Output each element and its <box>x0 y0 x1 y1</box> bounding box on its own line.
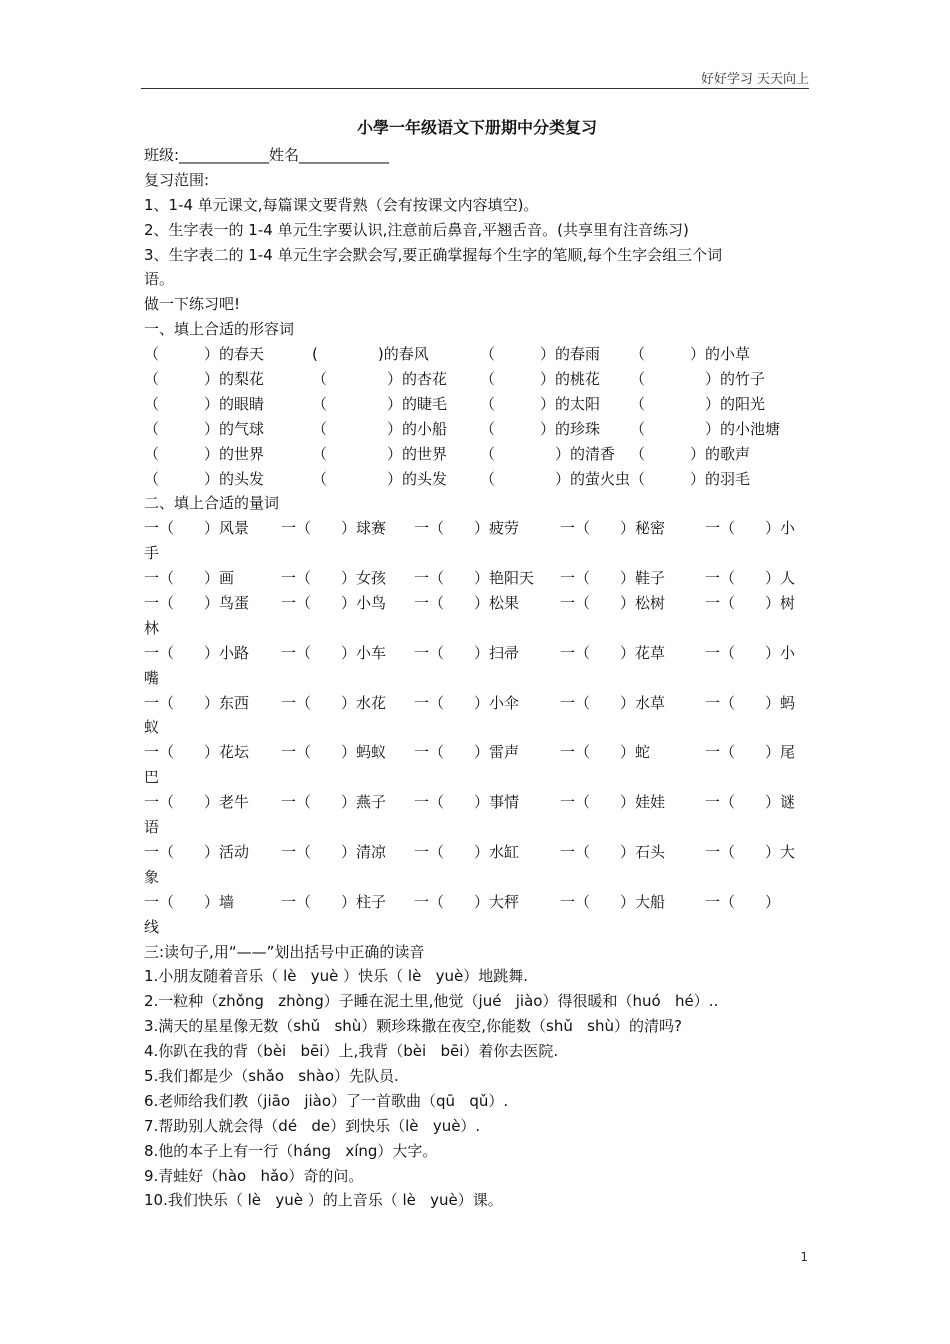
measure-word-blank: 一（ ）清凉 <box>281 842 387 861</box>
measure-word-blank: 一（ ）疲劳 <box>414 519 520 538</box>
measure-word-blank: 一（ ） <box>705 892 781 911</box>
measure-word-blank: 一（ ）艳阳天 <box>414 569 535 588</box>
pronunciation-item: 3.满天的星星像无数（shǔ shù）颗珍珠撒在夜空,你能数（shǔ shù）的清吗? <box>144 1017 682 1036</box>
measure-word-blank: 一（ ）娃娃 <box>560 793 666 812</box>
pronunciation-item: 1.小朋友随着音乐（ lè yuè ）快乐（ lè yuè）地跳舞. <box>144 967 529 986</box>
measure-word-wrap: 线 <box>144 917 160 936</box>
measure-word-wrap: 象 <box>144 867 160 886</box>
adjective-blank: （ ）的桃花 <box>480 370 601 389</box>
header-rule <box>141 88 809 89</box>
measure-word-blank: 一（ ）大秤 <box>414 892 520 911</box>
measure-word-wrap: 手 <box>144 544 160 563</box>
measure-word-row <box>144 566 810 591</box>
measure-word-blank: 一（ ）小 <box>705 519 796 538</box>
measure-word-blank: 一（ ）人 <box>705 569 796 588</box>
adjective-blank: （ ）的春天 <box>144 345 265 364</box>
document-body <box>144 113 810 1213</box>
measure-word-row <box>144 516 810 541</box>
adjective-blank: （ ）的头发 <box>312 469 448 488</box>
measure-word-blank: 一（ ）风景 <box>144 519 250 538</box>
pronunciation-item: 2.一粒种（zhǒng zhòng）子睡在泥土里,他觉（jué jiào）得很暖和（huó hé）.. <box>144 992 719 1011</box>
measure-word-blank: 一（ ）小 <box>705 643 796 662</box>
scope-item: 2、生字表一的 1-4 单元生字要认识,注意前后鼻音,平翘舌音。(共享里有注音练习) <box>144 220 689 239</box>
section2-heading: 二、填上合适的量词 <box>144 494 280 513</box>
section1-heading: 一、填上合适的形容词 <box>144 320 295 339</box>
measure-word-blank: 一（ ）水草 <box>560 693 666 712</box>
scope-item: 语。 <box>144 270 175 289</box>
adjective-blank: （ ）的眼睛 <box>144 394 265 413</box>
adjective-row <box>144 467 810 492</box>
measure-word-blank: 一（ ）尾 <box>705 743 796 762</box>
measure-word-blank: 一（ ）球赛 <box>281 519 387 538</box>
measure-word-wrap: 蚁 <box>144 718 160 737</box>
measure-word-blank: 一（ ）大船 <box>560 892 666 911</box>
pronunciation-list <box>144 964 810 1213</box>
measure-word-blank: 一（ ）鞋子 <box>560 569 666 588</box>
adjective-blank: ( )的春风 <box>312 345 429 364</box>
measure-word-blank: 一（ ）雷声 <box>414 743 520 762</box>
measure-word-blank: 一（ ）蚂蚁 <box>281 743 387 762</box>
measure-word-blank: 一（ ）女孩 <box>281 569 387 588</box>
measure-word-blank: 一（ ）秘密 <box>560 519 666 538</box>
measure-word-blank: 一（ ）小路 <box>144 643 250 662</box>
page-number: 1 <box>800 1250 808 1264</box>
measure-word-blank: 一（ ）鸟蛋 <box>144 594 250 613</box>
pronunciation-item: 5.我们都是少（shǎo shào）先队员. <box>144 1066 399 1085</box>
measure-word-blank: 一（ ）小车 <box>281 643 387 662</box>
measure-word-blank: 一（ ）燕子 <box>281 793 387 812</box>
measure-word-blank: 一（ ）花草 <box>560 643 666 662</box>
measure-word-blank: 一（ ）树 <box>705 594 796 613</box>
document-title: 小學一年级语文下册期中分类复习 <box>356 118 597 137</box>
adjective-row <box>144 442 810 467</box>
measure-word-blank: 一（ ）谜 <box>705 793 796 812</box>
measure-word-row <box>144 591 810 616</box>
adjective-blank: （ ）的羽毛 <box>630 469 751 488</box>
practice-intro: 做一下练习吧! <box>144 295 241 314</box>
measure-word-blank: 一（ ）水花 <box>281 693 387 712</box>
measure-word-wrap: 林 <box>144 618 160 637</box>
measure-word-blank: 一（ ）松树 <box>560 594 666 613</box>
adjective-row <box>144 417 810 442</box>
adjective-blank: （ ）的歌声 <box>630 444 751 463</box>
adjective-blank: （ ）的小船 <box>312 419 448 438</box>
adjective-blank: （ ）的珍珠 <box>480 419 601 438</box>
measure-word-blank: 一（ ）小伞 <box>414 693 520 712</box>
adjective-blank: （ ）的萤火虫 <box>480 469 631 488</box>
scope-item: 1、1-4 单元课文,每篇课文要背熟（会有按课文内容填空)。 <box>144 195 539 214</box>
adjective-row <box>144 367 810 392</box>
pronunciation-item: 8.他的本子上有一行（háng xíng）大字。 <box>144 1141 438 1160</box>
adjective-blank: （ ）的小池塘 <box>630 419 781 438</box>
adjective-list <box>144 342 810 491</box>
pronunciation-item: 10.我们快乐（ lè yuè ）的上音乐（ lè yuè）课。 <box>144 1191 503 1210</box>
measure-word-blank: 一（ ）松果 <box>414 594 520 613</box>
measure-word-blank: 一（ ）蚂 <box>705 693 796 712</box>
adjective-blank: （ ）的睫毛 <box>312 394 448 413</box>
measure-word-row <box>144 691 810 716</box>
measure-word-blank: 一（ ）大 <box>705 842 796 861</box>
measure-word-blank: 一（ ）事情 <box>414 793 520 812</box>
pronunciation-item: 7.帮助别人就会得（dé de）到快乐（lè yuè）. <box>144 1116 481 1135</box>
adjective-blank: （ ）的阳光 <box>630 394 766 413</box>
measure-word-list <box>144 516 810 939</box>
measure-word-blank: 一（ ）花坛 <box>144 743 250 762</box>
adjective-blank: （ ）的世界 <box>144 444 265 463</box>
measure-word-blank: 一（ ）石头 <box>560 842 666 861</box>
page-header: 好好学习 天天向上 <box>700 72 809 87</box>
adjective-row <box>144 392 810 417</box>
adjective-blank: （ ）的春雨 <box>480 345 601 364</box>
pronunciation-item: 4.你趴在我的背（bèi bēi）上,我背（bèi bēi）着你去医院. <box>144 1042 559 1061</box>
pronunciation-item: 6.老师给我们教（jiāo jiào）了一首歌曲（qū qǔ）. <box>144 1091 509 1110</box>
measure-word-blank: 一（ ）小鸟 <box>281 594 387 613</box>
measure-word-row <box>144 740 810 765</box>
adjective-blank: （ ）的杏花 <box>312 370 448 389</box>
adjective-blank: （ ）的清香 <box>480 444 616 463</box>
adjective-row <box>144 342 810 367</box>
adjective-blank: （ ）的竹子 <box>630 370 766 389</box>
pronunciation-item: 9.青蛙好（hào hǎo）奇的问。 <box>144 1166 364 1185</box>
measure-word-blank: 一（ ）蛇 <box>560 743 651 762</box>
scope-heading: 复习范围: <box>144 170 210 189</box>
adjective-blank: （ ）的头发 <box>144 469 265 488</box>
measure-word-wrap: 嘴 <box>144 668 160 687</box>
measure-word-row <box>144 641 810 666</box>
adjective-blank: （ ）的太阳 <box>480 394 601 413</box>
measure-word-row <box>144 840 810 865</box>
measure-word-blank: 一（ ）活动 <box>144 842 250 861</box>
measure-word-wrap: 语 <box>144 818 160 837</box>
measure-word-wrap: 巴 <box>144 768 160 787</box>
adjective-blank: （ ）的小草 <box>630 345 751 364</box>
class-name-line: 班级:____________姓名____________ <box>144 146 390 164</box>
scope-item: 3、生字表二的 1-4 单元生字会默会写,要正确掌握每个生字的笔顺,每个生字会组三个词 <box>144 245 723 264</box>
measure-word-blank: 一（ ）画 <box>144 569 235 588</box>
measure-word-blank: 一（ ）柱子 <box>281 892 387 911</box>
measure-word-row <box>144 790 810 815</box>
adjective-blank: （ ）的梨花 <box>144 370 265 389</box>
measure-word-blank: 一（ ）老牛 <box>144 793 250 812</box>
measure-word-row <box>144 890 810 915</box>
measure-word-blank: 一（ ）墙 <box>144 892 235 911</box>
adjective-blank: （ ）的气球 <box>144 419 265 438</box>
measure-word-blank: 一（ ）水缸 <box>414 842 520 861</box>
section3-heading: 三:读句子,用“——”划出括号中正确的读音 <box>144 942 425 961</box>
measure-word-blank: 一（ ）东西 <box>144 693 250 712</box>
measure-word-blank: 一（ ）扫帚 <box>414 643 520 662</box>
adjective-blank: （ ）的世界 <box>312 444 448 463</box>
